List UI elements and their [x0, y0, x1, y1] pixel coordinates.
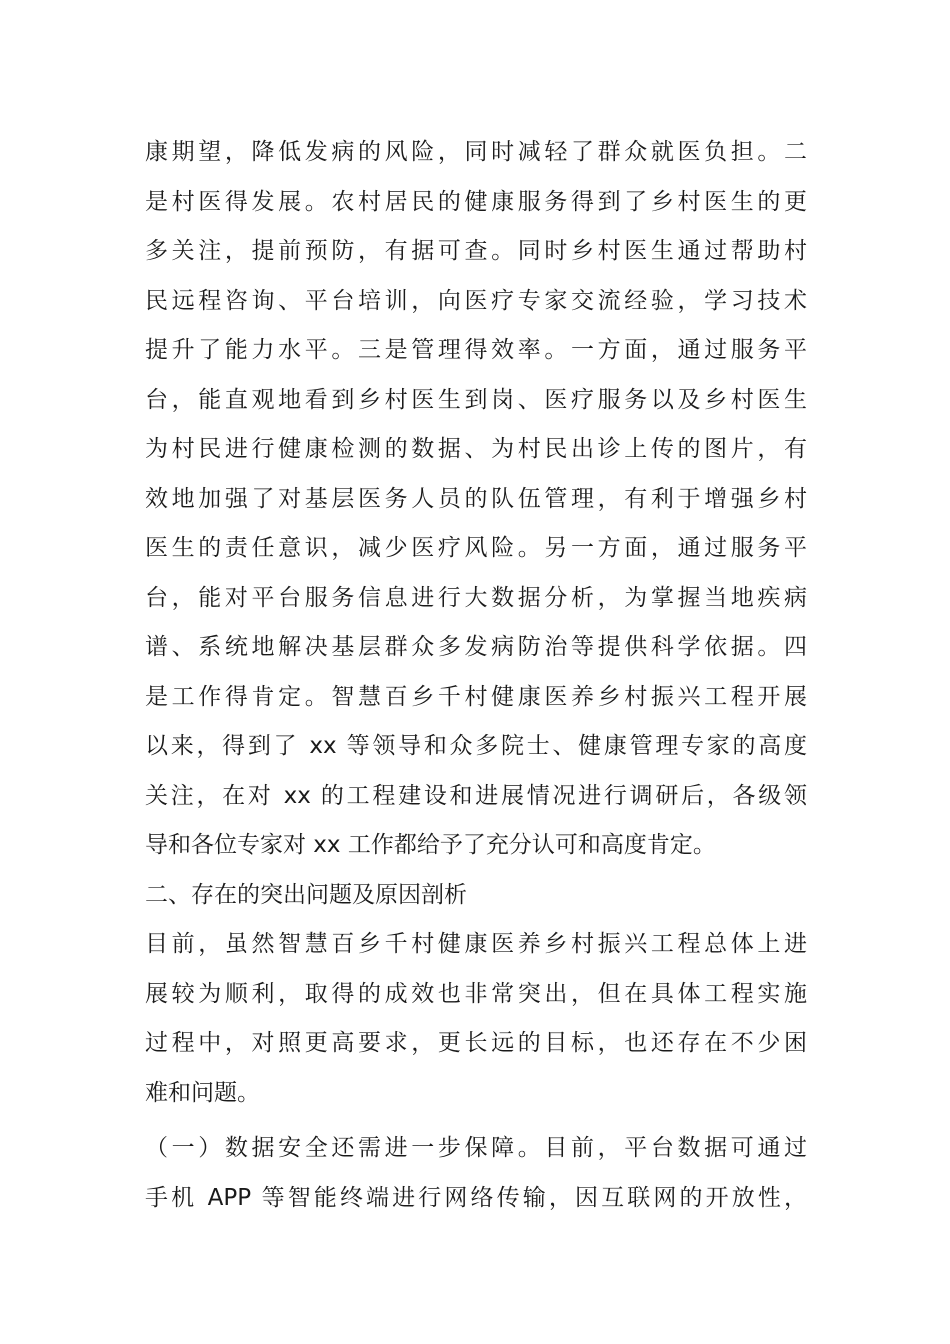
text-line: 谱、系统地解决基层群众多发病防治等提供科学依据。四 [145, 634, 807, 660]
text-line: 难和问题。 [145, 1079, 260, 1106]
section-heading: 二、存在的突出问题及原因剖析 [145, 881, 467, 908]
document-body [145, 128, 807, 1223]
text-line: 以来，得到了 xx 等领导和众多院士、健康管理专家的高度 [145, 733, 807, 759]
text-line: 提升了能力水平。三是管理得效率。一方面，通过服务平 [145, 337, 807, 363]
text-line: 医生的责任意识，减少医疗风险。另一方面，通过服务平 [145, 535, 807, 561]
text-line: 多关注，提前预防，有据可查。同时乡村医生通过帮助村 [145, 238, 807, 264]
text-line: 为村民进行健康检测的数据、为村民出诊上传的图片，有 [145, 436, 807, 462]
text-line: 台，能对平台服务信息进行大数据分析，为掌握当地疾病 [145, 584, 807, 611]
text-line: 手机 APP 等智能终端进行网络传输，因互联网的开放性， [145, 1184, 807, 1211]
text-line: 是村医得发展。农村居民的健康服务得到了乡村医生的更 [145, 188, 807, 215]
text-line: 导和各位专家对 xx 工作都给予了充分认可和高度肯定。 [145, 832, 716, 858]
text-line: 目前，虽然智慧百乡千村健康医养乡村振兴工程总体上进 [145, 931, 807, 957]
text-line: 展较为顺利，取得的成效也非常突出，但在具体工程实施 [145, 980, 807, 1007]
paragraph-2 [145, 920, 807, 1118]
paragraph-1 [145, 128, 807, 871]
paragraph-3 [145, 1124, 807, 1223]
text-line: 过程中，对照更高要求，更长远的目标，也还存在不少困 [145, 1030, 807, 1056]
text-line: 关注，在对 xx 的工程建设和进展情况进行调研后，各级领 [145, 782, 807, 809]
text-line: 民远程咨询、平台培训，向医疗专家交流经验，学习技术 [145, 287, 807, 314]
text-line: （一）数据安全还需进一步保障。目前，平台数据可通过 [145, 1135, 807, 1161]
text-line: 台，能直观地看到乡村医生到岗、医疗服务以及乡村医生 [145, 386, 807, 413]
text-line: 效地加强了对基层医务人员的队伍管理，有利于增强乡村 [145, 485, 807, 512]
text-line: 康期望，降低发病的风险，同时减轻了群众就医负担。二 [145, 139, 807, 165]
text-line: 是工作得肯定。智慧百乡千村健康医养乡村振兴工程开展 [145, 683, 807, 710]
